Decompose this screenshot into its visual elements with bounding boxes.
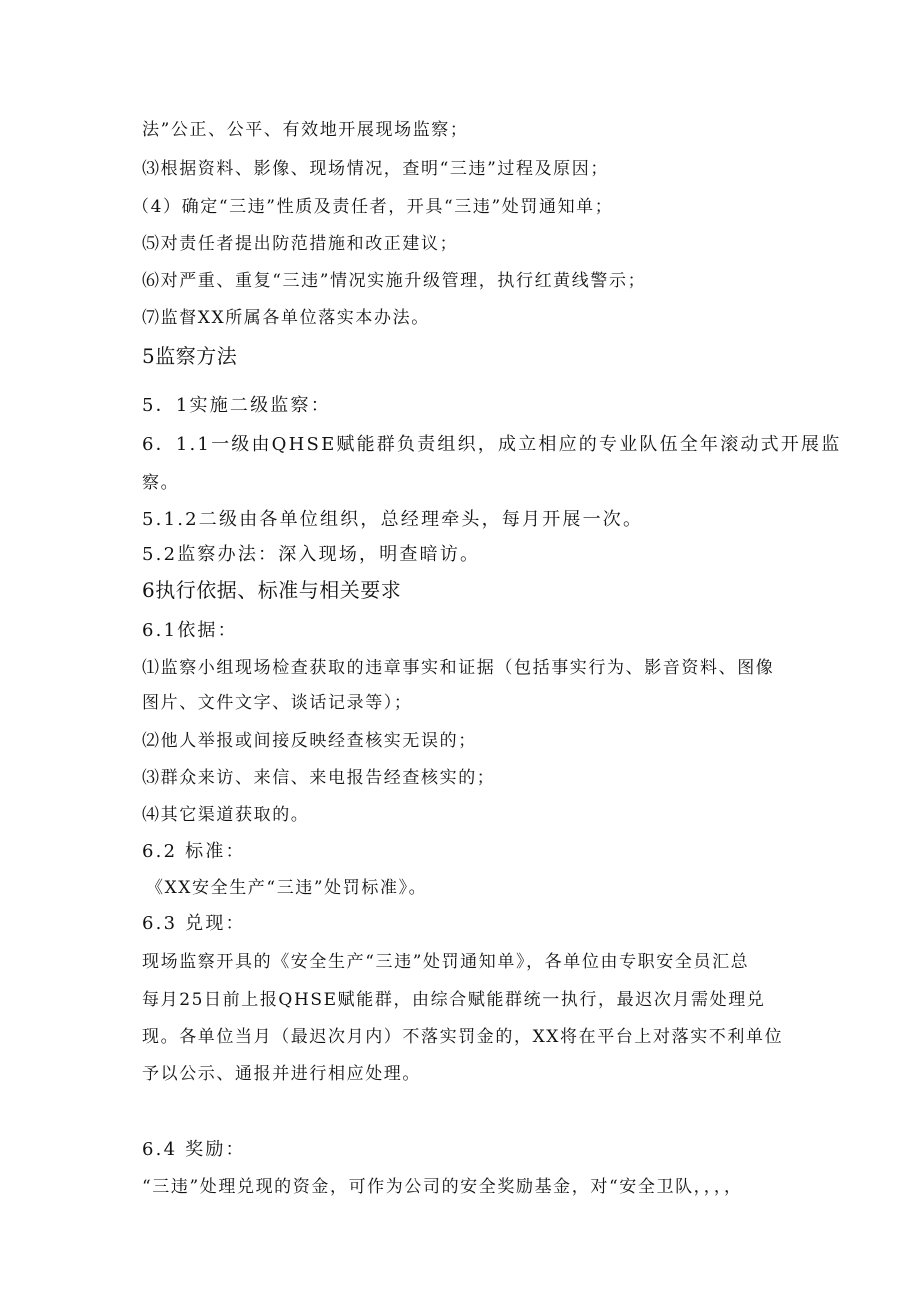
list-item-6: ⑹对严重、重复“三违”情况实施升级管理，执行红黄线警示； bbox=[142, 271, 647, 291]
basis-item-2: ⑵他人举报或间接反映经查核实无误的； bbox=[142, 731, 477, 751]
subsection-6-2: 6.2 标准： bbox=[142, 841, 246, 862]
text-line: 法”公正、公平、有效地开展现场监察； bbox=[142, 120, 469, 140]
clause-5-1-2: 5.1.2二级由各单位组织，总经理牵头，每月开展一次。 bbox=[142, 509, 644, 530]
clause-6-1-1: 6．1.1一级由QHSE赋能群负责组织，成立相应的专业队伍全年滚动式开展监 bbox=[142, 434, 842, 455]
fulfillment-text: 予以公示、通报并进行相应处理。 bbox=[142, 1064, 421, 1084]
section-5-heading: 5监察方法 bbox=[142, 344, 238, 368]
basis-item-3: ⑶群众来访、来信、来电报告经查核实的； bbox=[142, 768, 496, 788]
fulfillment-text: 现。各单位当月（最迟次月内）不落实罚金的，XX将在平台上对落实不利单位 bbox=[142, 1027, 784, 1047]
fulfillment-text: 现场监察开具的《安全生产“三违”处罚通知单》，各单位由专职安全员汇总 bbox=[142, 952, 750, 972]
subsection-6-4: 6.4 奖励： bbox=[142, 1139, 246, 1160]
section-6-heading: 6执行依据、标准与相关要求 bbox=[142, 578, 402, 602]
subsection-6-3: 6.3 兑现： bbox=[142, 913, 246, 934]
basis-item-1: ⑴监察小组现场检查获取的违章事实和证据（包括事实行为、影音资料、图像 bbox=[142, 658, 775, 678]
list-item-7: ⑺监督XX所属各单位落实本办法。 bbox=[142, 308, 430, 328]
fulfillment-text: 每月25日前上报QHSE赋能群，由综合赋能群统一执行，最迟次月需处理兑 bbox=[142, 990, 766, 1010]
subsection-5-2: 5.2监察办法：深入现场，明查暗访。 bbox=[142, 544, 481, 565]
basis-item-4: ⑷其它渠道获取的。 bbox=[142, 805, 310, 825]
subsection-5-1: 5．1实施二级监察： bbox=[142, 395, 331, 416]
list-item-4: （4）确定“三违”性质及责任者，开具“三违”处罚通知单； bbox=[132, 197, 614, 217]
list-item-5: ⑸对责任者提出防范措施和改正建议； bbox=[142, 234, 459, 254]
list-item-3: ⑶根据资料、影像、现场情况，查明“三违”过程及原因； bbox=[142, 159, 609, 179]
clause-6-1-1-continued: 察。 bbox=[142, 473, 180, 493]
reward-text: “三违”处理兑现的资金，可作为公司的安全奖励基金，对“安全卫队，，，， bbox=[142, 1177, 743, 1197]
standard-reference: 《XX安全生产“三违”处罚标准》。 bbox=[146, 878, 428, 898]
basis-item-1-continued: 图片、文件文字、谈话记录等）； bbox=[142, 693, 413, 713]
subsection-6-1: 6.1依据： bbox=[142, 620, 238, 641]
